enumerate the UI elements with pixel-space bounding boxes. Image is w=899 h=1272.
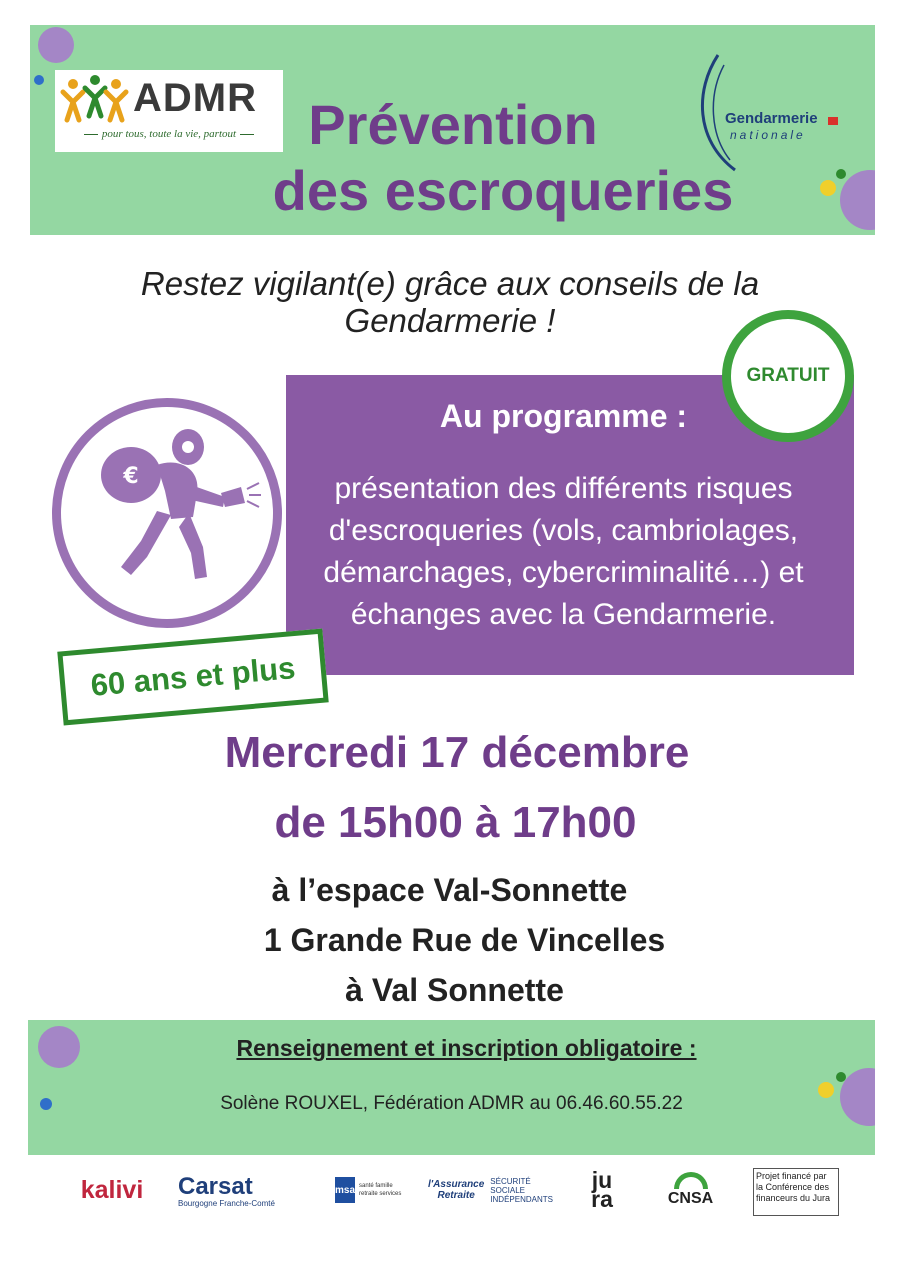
program-line: présentation des différents risques (334, 472, 793, 505)
gratuit-label: GRATUIT (746, 365, 830, 386)
cnsa-arc-icon (674, 1172, 708, 1189)
carsat-logo (178, 1165, 298, 1215)
contact-title: Renseignement et inscription obligatoire : (236, 1035, 697, 1061)
jura-logo (578, 1165, 626, 1215)
admr-name: ADMR (133, 76, 257, 120)
event-location-line: à Val Sonnette (345, 972, 564, 1008)
program-line: échanges avec la Gendarmerie. (350, 598, 777, 631)
carsat-region: Bourgogne Franche-Comté (178, 1198, 275, 1208)
jura-bottom: ra (591, 1186, 613, 1212)
assurance-retraite-name: l'Assurance Retraite (428, 1179, 485, 1201)
decor-dot (34, 75, 44, 85)
cnsa-name: CNSA (667, 1190, 714, 1207)
gratuit-badge (722, 310, 854, 442)
program-line: démarchages, cybercriminalité…) et (323, 556, 804, 589)
event-location-line: 1 Grande Rue de Vincelles (263, 922, 666, 958)
decor-dot (38, 27, 74, 63)
age-label: 60 ans et plus (89, 650, 297, 703)
financeurs-note: Projet financé par la Conférence des financeurs du Jura (753, 1168, 839, 1216)
gendarmerie-logo (690, 50, 840, 180)
kalivi-logo: kalivi (80, 1175, 144, 1204)
event-time: de 15h00 à 17h00 (274, 798, 637, 847)
flashlight-icon (221, 487, 245, 507)
event-location-line: à l’espace Val-Sonnette (271, 872, 628, 908)
gendarmerie-subname: nationale (730, 128, 806, 142)
svg-text:€: € (123, 464, 139, 489)
assurance-retraite-logo (428, 1165, 553, 1215)
msa-text: santé famille retraite services (359, 1183, 402, 1197)
page-title-line2: des escroqueries (272, 159, 734, 222)
program-title: Au programme : (439, 398, 688, 434)
thief-illustration (52, 398, 282, 628)
page-title-line1: Prévention (308, 93, 598, 156)
thief-icon (61, 407, 273, 619)
cnsa-logo (648, 1165, 733, 1215)
age-badge (57, 629, 328, 726)
securite-sociale-name: SÉCURITÉ SOCIALE INDÉPENDANTS (490, 1176, 553, 1204)
msa-logo (335, 1165, 410, 1215)
contact-info: Solène ROUXEL, Fédération ADMR au 06.46.60.55.22 (220, 1093, 683, 1114)
program-description (286, 468, 841, 636)
gendarmerie-name: Gendarmerie (725, 110, 818, 127)
carsat-name: Carsat (178, 1172, 253, 1200)
admr-tagline: pour tous, toute la vie, partout (65, 128, 273, 140)
msa-box: msa (335, 1177, 355, 1203)
program-line: d'escroqueries (vols, cambriolages, (328, 514, 799, 547)
subtitle: Restez vigilant(e) grâce aux conseils de la Gendarmerie ! (140, 265, 760, 339)
event-date: Mercredi 17 décembre (224, 728, 690, 777)
jura-top: ju (591, 1167, 613, 1193)
